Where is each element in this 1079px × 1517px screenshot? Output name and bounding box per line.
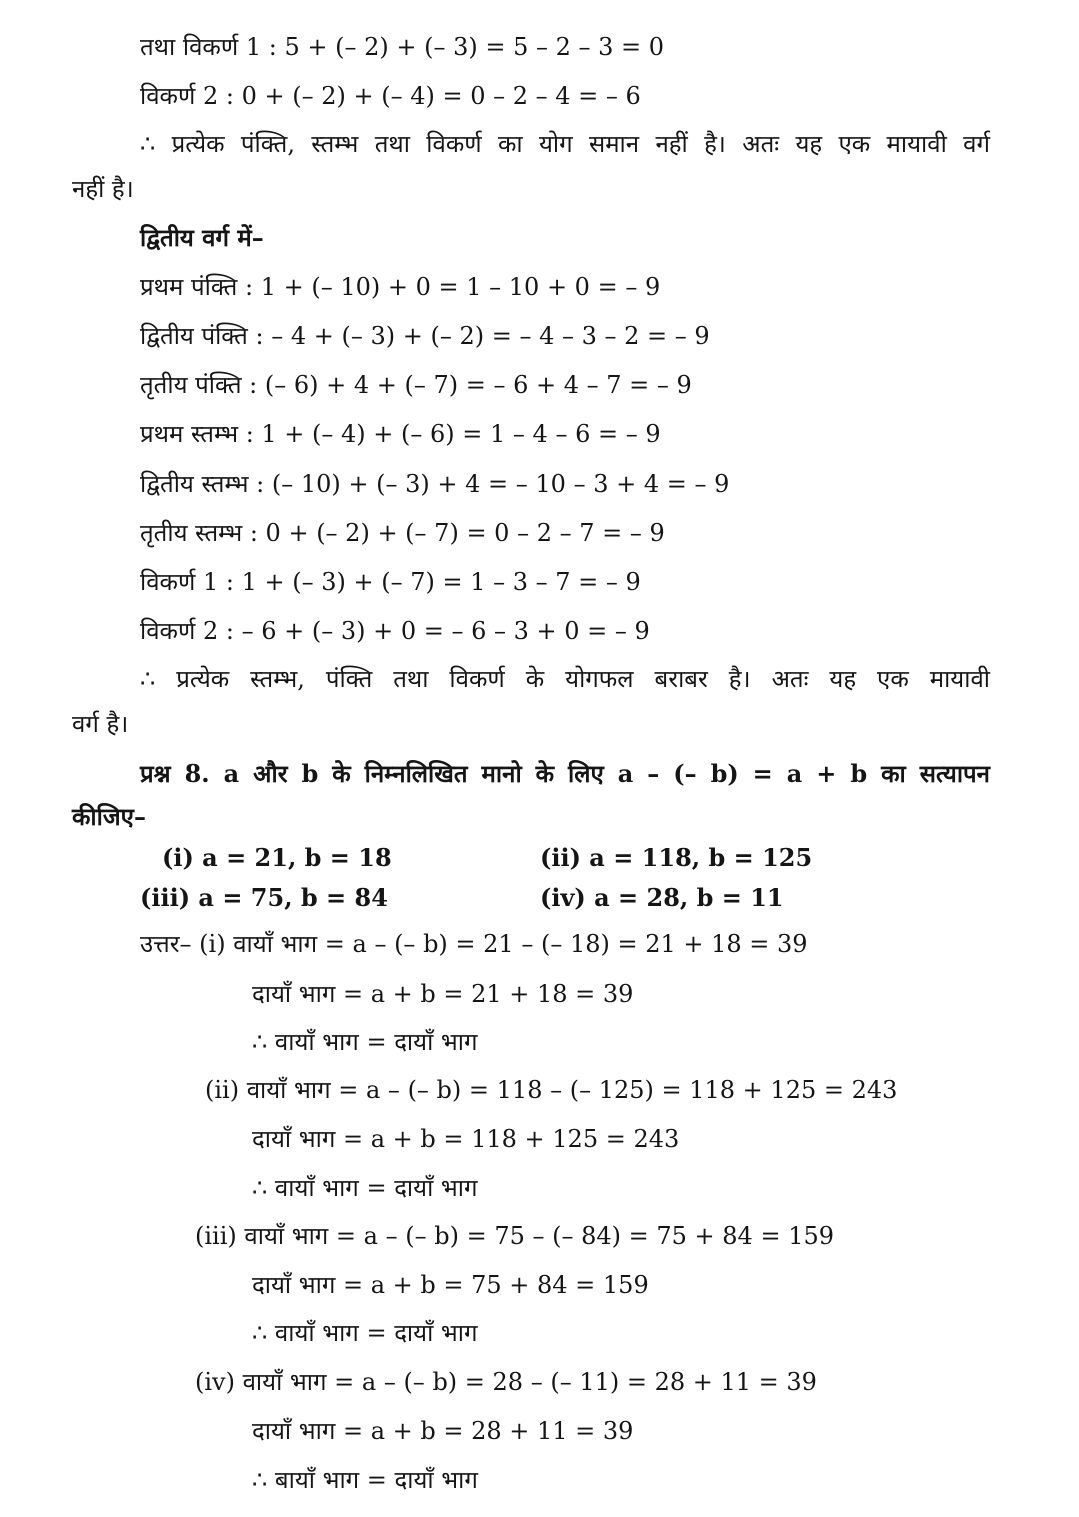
- second-square-column-2: द्वितीय स्तम्भ : (– 10) + (– 3) + 4 = – 10 – 3 + 4 = – 9: [140, 470, 730, 498]
- answer-iii-conclusion: ∴ वायाँ भाग = दायाँ भाग: [252, 1319, 478, 1347]
- first-square-diagonal-2: विकर्ण 2 : 0 + (– 2) + (– 4) = 0 – 2 – 4 = – 6: [140, 82, 641, 110]
- second-square-row-3: तृतीय पंक्ति : (– 6) + 4 + (– 7) = – 6 + 4 – 7 = – 9: [140, 371, 692, 399]
- second-square-row-2: द्वितीय पंक्ति : – 4 + (– 3) + (– 2) = – 4 – 3 – 2 = – 9: [140, 322, 710, 350]
- first-square-conclusion-end: नहीं है।: [72, 175, 134, 203]
- answer-ii-left-side: (ii) वायाँ भाग = a – (– b) = 118 – (– 125) = 118 + 125 = 243: [205, 1076, 898, 1104]
- option-ii: (ii) a = 118, b = 125: [540, 843, 813, 872]
- answer-i-left-side: उत्तर– (i) वायाँ भाग = a – (– b) = 21 – (– 18) = 21 + 18 = 39: [140, 930, 808, 958]
- answer-iv-conclusion: ∴ बायाँ भाग = दायाँ भाग: [252, 1466, 478, 1494]
- question-8-heading: प्रश्न 8. a और b के निम्नलिखित मानो के लिए a – (– b) = a + b का सत्यापन: [140, 759, 990, 788]
- answer-i-right-side: दायाँ भाग = a + b = 21 + 18 = 39: [252, 980, 634, 1008]
- answer-iv-right-side: दायाँ भाग = a + b = 28 + 11 = 39: [252, 1417, 634, 1445]
- second-square-diagonal-2: विकर्ण 2 : – 6 + (– 3) + 0 = – 6 – 3 + 0 = – 9: [140, 617, 650, 645]
- answer-iii-right-side: दायाँ भाग = a + b = 75 + 84 = 159: [252, 1271, 649, 1299]
- answer-iv-left-side: (iv) वायाँ भाग = a – (– b) = 28 – (– 11) = 28 + 11 = 39: [195, 1368, 817, 1396]
- second-square-conclusion: ∴ प्रत्येक स्तम्भ, पंक्ति तथा विकर्ण के योगफल बराबर है। अतः यह एक मायावी: [140, 665, 990, 693]
- second-square-diagonal-1: विकर्ण 1 : 1 + (– 3) + (– 7) = 1 – 3 – 7 = – 9: [140, 568, 641, 596]
- option-iv: (iv) a = 28, b = 11: [540, 883, 784, 912]
- answer-i-conclusion: ∴ वायाँ भाग = दायाँ भाग: [252, 1028, 478, 1056]
- option-i: (i) a = 21, b = 18: [162, 843, 392, 872]
- first-square-diagonal-1: तथा विकर्ण 1 : 5 + (– 2) + (– 3) = 5 – 2 – 3 = 0: [140, 33, 665, 61]
- first-square-conclusion: ∴ प्रत्येक पंक्ति, स्तम्भ तथा विकर्ण का योग समान नहीं है। अतः यह एक मायावी वर्ग: [140, 130, 990, 158]
- question-8-heading-end: कीजिए–: [72, 802, 146, 831]
- second-square-conclusion-end: वर्ग है।: [72, 710, 129, 738]
- second-square-row-1: प्रथम पंक्ति : 1 + (– 10) + 0 = 1 – 10 + 0 = – 9: [140, 273, 661, 301]
- second-square-column-1: प्रथम स्तम्भ : 1 + (– 4) + (– 6) = 1 – 4 – 6 = – 9: [140, 420, 661, 448]
- second-square-heading: द्वितीय वर्ग में–: [140, 223, 264, 252]
- option-iii: (iii) a = 75, b = 84: [140, 883, 388, 912]
- second-square-column-3: तृतीय स्तम्भ : 0 + (– 2) + (– 7) = 0 – 2 – 7 = – 9: [140, 519, 665, 547]
- answer-iii-left-side: (iii) वायाँ भाग = a – (– b) = 75 – (– 84) = 75 + 84 = 159: [195, 1222, 835, 1250]
- answer-ii-conclusion: ∴ वायाँ भाग = दायाँ भाग: [252, 1174, 478, 1202]
- answer-ii-right-side: दायाँ भाग = a + b = 118 + 125 = 243: [252, 1125, 680, 1153]
